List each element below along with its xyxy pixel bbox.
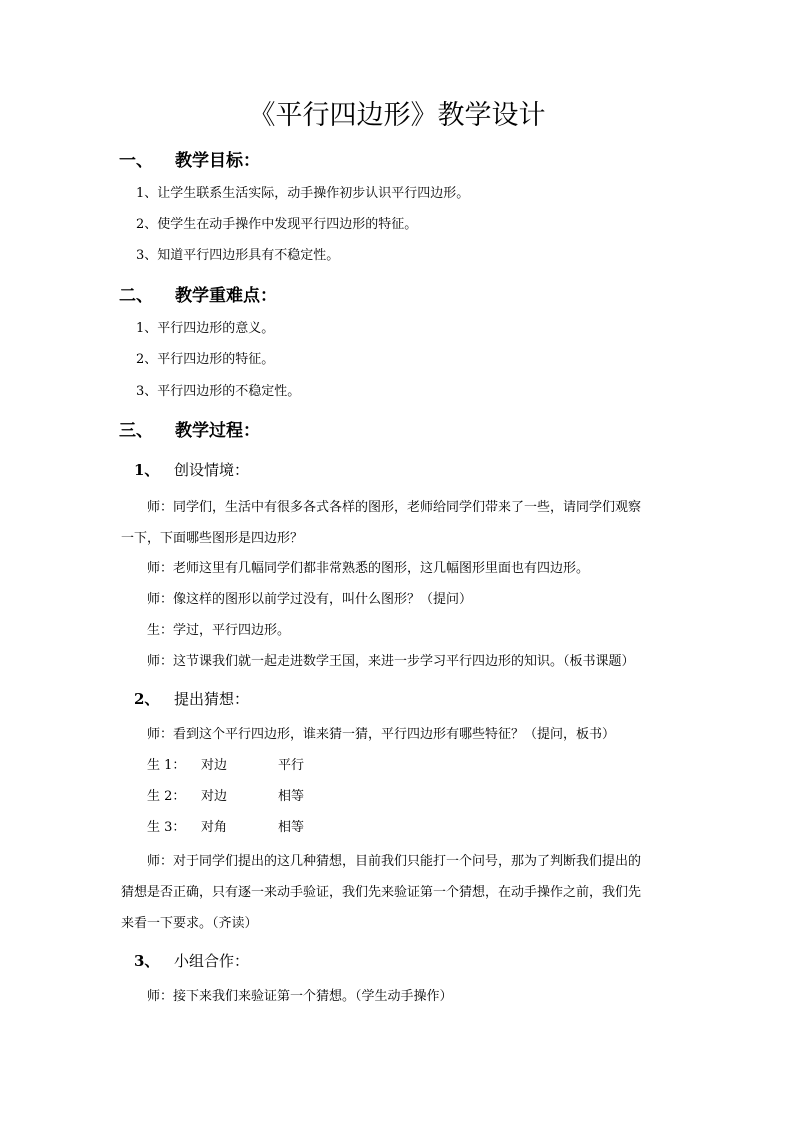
list-item: 2、平行四边形的特征。 (136, 352, 275, 367)
paragraph: 师：这节课我们就一起走进数学王国，来进一步学习平行四边形的知识。（板书课题） (147, 654, 635, 669)
guess-subject: 对边 (201, 789, 228, 804)
subsection-number: 2、 (134, 690, 160, 708)
guess-property: 相等 (278, 820, 305, 835)
section-number: 一、 (119, 151, 153, 171)
section-title: 教学过程： (175, 421, 260, 441)
section-title: 教学重难点： (175, 286, 277, 306)
section-heading-process (119, 418, 260, 444)
list-item: 1、让学生联系生活实际，动手操作初步认识平行四边形。 (136, 186, 470, 201)
paragraph: 师：看到这个平行四边形，谁来猜一猜，平行四边形有哪些特征？（提问，板书） (147, 727, 616, 742)
paragraph: 师：对于同学们提出的这几种猜想，目前我们只能打一个问号，那为了判断我们提出的猜想是否正确，只有逐一来动手验证，我们先来验证第一个猜想，在动手操作之前，我们先来看一下要求。（齐读） (121, 854, 642, 931)
guess-property: 相等 (278, 789, 305, 804)
guess-subject: 对角 (201, 820, 228, 835)
section-title: 教学目标： (175, 151, 260, 171)
subsection-title: 提出猜想： (174, 690, 250, 708)
guess-subject: 对边 (201, 758, 228, 773)
subsection-number: 3、 (134, 952, 160, 970)
subsection-number: 1、 (134, 461, 160, 479)
guess-student: 生 2： (147, 789, 186, 804)
paragraph: 师：同学们，生活中有很多各式各样的图形，老师给同学们带来了一些，请同学们观察一下，下面哪些图形是四边形？ (121, 500, 642, 546)
list-item: 1、平行四边形的意义。 (136, 321, 275, 336)
paragraph: 师：接下来我们来验证第一个猜想。（学生动手操作） (147, 989, 453, 1004)
guess-row (147, 787, 304, 807)
guess-property: 平行 (278, 758, 305, 773)
paragraph: 师：老师这里有几幅同学们都非常熟悉的图形，这几幅图形里面也有四边形。 (147, 561, 590, 576)
section-heading-key-points (119, 283, 277, 309)
subsection-title: 小组合作： (174, 952, 250, 970)
guess-student: 生 1： (147, 758, 186, 773)
guess-row (147, 756, 304, 776)
subsection-heading (134, 458, 249, 482)
document-title: 《平行四边形》教学设计 (248, 100, 546, 131)
list-item: 2、使学生在动手操作中发现平行四边形的特征。 (136, 217, 418, 232)
guess-row (147, 818, 304, 838)
section-heading-goals (119, 148, 260, 174)
subsection-heading (134, 687, 249, 711)
section-number: 三、 (119, 421, 153, 441)
subsection-title: 创设情境： (174, 461, 250, 479)
section-number: 二、 (119, 286, 153, 306)
guess-student: 生 3： (147, 820, 186, 835)
paragraph: 师：像这样的图形以前学过没有，叫什么图形？（提问） (147, 592, 473, 607)
list-item: 3、平行四边形的不稳定性。 (136, 384, 301, 399)
paragraph: 生：学过，平行四边形。 (147, 623, 291, 638)
subsection-heading (134, 949, 249, 973)
list-item: 3、知道平行四边形具有不稳定性。 (136, 248, 340, 263)
